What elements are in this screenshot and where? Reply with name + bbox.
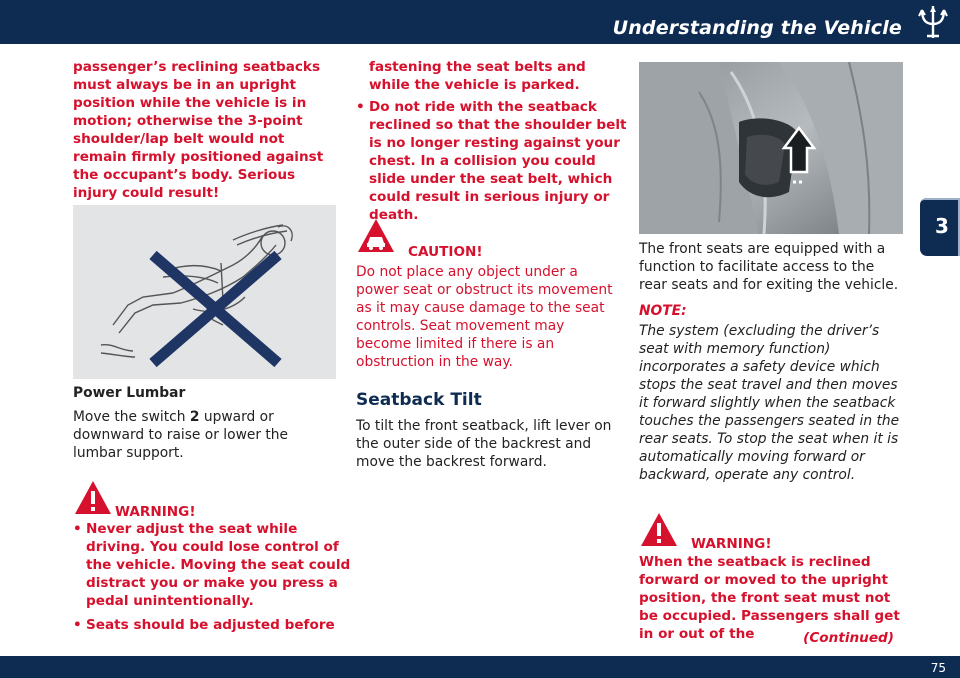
seatback-tilt-heading: Seatback Tilt: [356, 390, 482, 410]
chapter-tab[interactable]: 3: [920, 198, 960, 256]
note-text: The system (excluding the driver’s seat with memory function) incorporates a safety device which stops the seat travel and then moves it forward slightly when the seatback touches the passengers seated in the rear seats. To stop the seat when it is automatically moving forward or backward, operate any control.: [639, 323, 900, 483]
warning-label: WARNING!: [115, 504, 196, 520]
caution-label: CAUTION!: [408, 244, 483, 260]
continued-label: (Continued): [803, 630, 894, 646]
warning-label: WARNING!: [691, 536, 772, 552]
page-number: 75: [930, 661, 946, 675]
warning-text-2: When the seatback is reclined forward or moved to the upright position, the front seat must not be occupied. Passengers shall get in or out of the: [639, 554, 900, 642]
footer-bar: [0, 656, 960, 678]
intro-warning-text: passenger’s reclining seatbacks must always be in an upright position while the vehicle is in motion; otherwise the 3-point shoulder/lap belt would not remain firmly positioned against the occupant’s body. Serious injury could result!: [73, 59, 324, 201]
header-bar: [0, 0, 960, 44]
trident-logo-icon: [914, 2, 952, 42]
seatback-tilt-text: To tilt the front seatback, lift lever on the outer side of the backrest and move the backrest forward.: [356, 418, 612, 470]
warning-bullet-2-continued: fastening the seat belts and while the vehicle is parked.: [369, 59, 586, 93]
access-text: The front seats are equipped with a function to facilitate access to the rear seats and for exiting the vehicle.: [639, 241, 899, 293]
power-lumbar-heading: Power Lumbar: [73, 385, 186, 401]
caution-car-icon: [356, 216, 396, 256]
warning-bullet-3: • Do not ride with the seatback reclined so that the shoulder belt is no longer resting against your chest. In a collision you could slide under the seat belt, which could result in serious injury or death.: [356, 98, 632, 224]
warning-triangle-icon: [73, 478, 113, 518]
header-title: Understanding the Vehicle: [612, 17, 902, 39]
caution-text: Do not place any object under a power seat or obstruct its movement as it may cause damage to the seat controls. Seat movement may become limited if there is an obstruction in the way.: [356, 264, 613, 370]
reclined-seat-illustration: [73, 205, 336, 379]
note-label: NOTE:: [639, 303, 687, 319]
seat-lever-photo: [639, 62, 903, 234]
lumbar-paragraph: Move the switch 2 upward or downward to raise or lower the lumbar support.: [73, 409, 289, 461]
warning-bullet-2: • Seats should be adjusted before: [73, 616, 351, 634]
warning-triangle-icon: [639, 510, 679, 550]
warning-bullet-1: • Never adjust the seat while driving. You could lose control of the vehicle. Moving the seat could distract you or make you press a pedal unintentionally.: [73, 520, 351, 610]
